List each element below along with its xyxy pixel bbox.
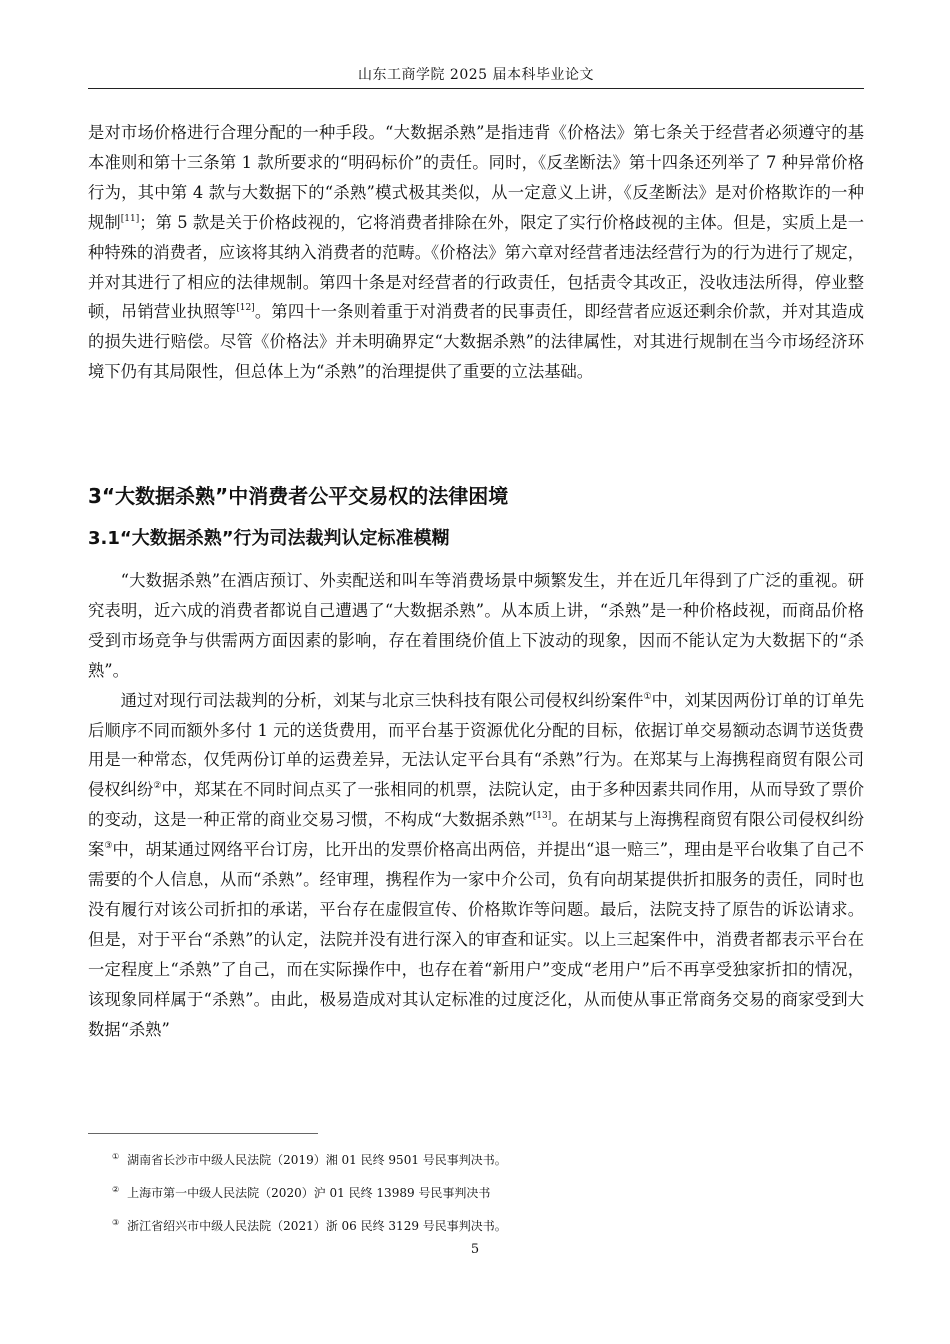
- body-section-1: [88, 118, 864, 387]
- footnote-ref-3[interactable]: ③: [104, 841, 113, 852]
- footnote-separator: [88, 1133, 318, 1134]
- paragraph-1-text-a: 是对市场价格进行合理分配的一种手段。“大数据杀熟”是指违背《价格法》第七条关于经营者必须遵守的基本准则和第十三条第 1 款所要求的“明码标价”的责任。同时，《反垄断法》第十四条还列举了 7 种异常价格行为，其中第 4 款与大数据下的“杀熟”模式极其类似，从一定意义上讲，《反垄断法》是对价格欺诈的一种规制: [88, 123, 864, 232]
- footnote-2-text: 上海市第一中级人民法院（2020）沪 01 民终 13989 号民事判决书: [127, 1186, 491, 1200]
- page-number: 5: [470, 1242, 480, 1257]
- footnote-ref-1[interactable]: ①: [643, 691, 652, 702]
- running-header: 山东工商学院 2025 届本科毕业论文: [357, 67, 595, 83]
- footnote-ref-2[interactable]: ②: [153, 781, 162, 792]
- paragraph-3-text-d: 。在胡某与上海携程商贸有限公司侵权纠纷案: [88, 810, 864, 860]
- citation-13: [13]: [532, 811, 552, 822]
- paragraph-1: [88, 118, 864, 387]
- paragraph-3-text-e: 中，胡某通过网络平台订房，比开出的发票价格高出两倍，并提出“退一赔三”，理由是平台收集了自己不需要的个人信息，从而“杀熟”。经审理，携程作为一家中介公司，负有向胡某提供折扣服务的责任，同时也没有履行对该公司折扣的承诺，平台存在虚假宣传、价格欺诈等问题。最后，法院支持了原告的诉讼请求。但是，对于平台“杀熟”的认定，法院并没有进行深入的审查和证实。以上三起案件中，消费者都表示平台在一定程度上“杀熟”了自己，而在实际操作中，也存在着“新用户”变成“老用户”后不再享受独家折扣的情况，该现象同样属于“杀熟”。由此，极易造成对其认定标准的过度泛化，从而使从事正常商务交易的商家受到大数据“杀熟”: [88, 840, 864, 1039]
- footnote-2: [112, 1175, 507, 1208]
- paragraph-1-text-c: 。第四十一条则着重于对消费者的民事责任，即经营者应返还剩余价款，并对其造成的损失进行赔偿。尽管《价格法》并未明确界定“大数据杀熟”的法律属性，对其进行规制在当今市场经济环境下仍有其局限性，但总体上为“杀熟”的治理提供了重要的立法基础。: [88, 302, 864, 382]
- citation-11: [11]: [120, 213, 140, 224]
- paragraph-2: “大数据杀熟”在酒店预订、外卖配送和叫车等消费场景中频繁发生，并在近几年得到了广泛的重视。研究表明，近六成的消费者都说自己遭遇了“大数据杀熟”。从本质上讲，“杀熟”是一种价格歧视，而商品价格受到市场竞争与供需两方面因素的影响，存在着围绕价值上下波动的现象，因而不能认定为大数据下的“杀熟”。: [88, 571, 864, 680]
- header-rule: [88, 88, 864, 89]
- subsection-heading-3-1: 3.1“大数据杀熟”行为司法裁判认定标准模糊: [88, 528, 450, 549]
- footnote-1-text: 湖南省长沙市中级人民法院（2019）湘 01 民终 9501 号民事判决书。: [127, 1153, 507, 1167]
- body-section-2: [88, 566, 864, 1045]
- paragraph-3-text-a: 通过对现行司法裁判的分析，刘某与北京三快科技有限公司侵权纠纷案件: [120, 690, 644, 710]
- footnote-2-mark: ②: [112, 1185, 120, 1194]
- paragraph-3-text-c: 中，郑某在不同时间点买了一张相同的机票，法院认定，由于多种因素共同作用，从而导致了票价的变动，这是一种正常的商业交易习惯，不构成“大数据杀熟”: [88, 780, 864, 830]
- footnote-3-text: 浙江省绍兴市中级人民法院（2021）浙 06 民终 3129 号民事判决书。: [127, 1219, 507, 1233]
- footnote-3: [112, 1208, 507, 1241]
- paragraph-3: [88, 686, 864, 1045]
- paragraph-1-text-b: ；第 5 款是关于价格歧视的，它将消费者排除在外，限定了实行价格歧视的主体。但是，实质上是一种特殊的消费者，应该将其纳入消费者的范畴。《价格法》第六章对经营者违法经营行为的行为进行了规定，并对其进行了相应的法律规制。第四十条是对经营者的行政责任，包括责令其改正，没收违法所得，停业整顿，吊销营业执照等: [88, 212, 864, 322]
- section-heading-3: 3“大数据杀熟”中消费者公平交易权的法律困境: [88, 484, 509, 508]
- paragraph-3-text-b: 中，刘某因两份订单的订单先后顺序不同而额外多付 1 元的送货费用，而平台基于资源优化分配的目标，依据订单交易额动态调节送货费用是一种常态，仅凭两份订单的运费差异，无法认定平台具有“杀熟”行为。在郑某与上海携程商贸有限公司侵权纠纷: [88, 690, 864, 800]
- citation-12: [12]: [236, 303, 255, 314]
- footnote-1-mark: ①: [112, 1152, 120, 1161]
- footnotes: [112, 1142, 507, 1241]
- footnote-3-mark: ③: [112, 1218, 120, 1227]
- footnote-1: [112, 1142, 507, 1175]
